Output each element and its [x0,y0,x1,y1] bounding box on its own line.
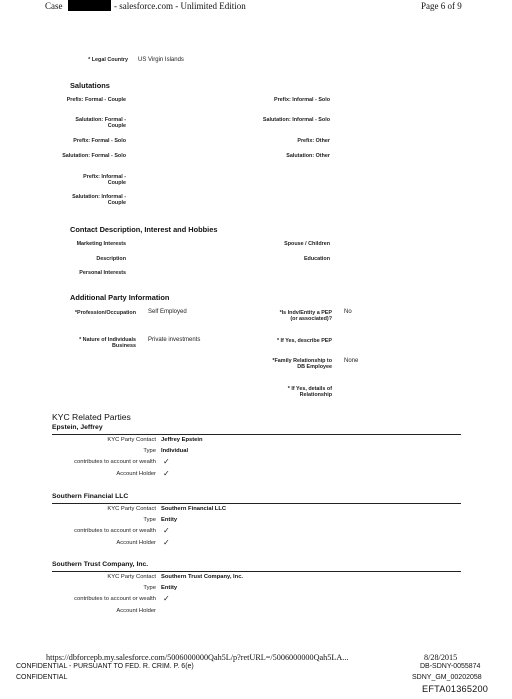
describe-pep-label: * If Yes, describe PEP [276,338,332,344]
legal-country-label: * Legal Country [88,57,128,63]
party-name-epstein: Epstein, Jeffrey [52,424,103,431]
relationship-details-label: * If Yes, details of Relationship [287,386,332,399]
salutations-title: Salutations [70,81,110,90]
page-number: Page 6 of 9 [421,1,462,11]
check-icon: ✓ [163,469,170,478]
check-icon: ✓ [163,526,170,535]
salutation-formal-solo-label: Salutation: Formal - Solo [62,153,126,159]
party-contact-label: KYC Party Contact [107,506,156,512]
nature-business-value: Private investments [148,337,201,343]
salutation-other-label: Salutation: Other [286,153,330,159]
bates-number-1: DB-SDNY-0055874 [420,663,481,670]
salutation-informal-solo-label: Salutation: Informal - Solo [262,117,330,123]
prefix-formal-couple-label: Prefix: Formal - Couple [66,97,126,103]
party-type-value: Entity [161,585,178,591]
party-type-value: Individual [161,448,189,454]
check-icon: ✓ [163,538,170,547]
check-icon: ✓ [163,594,170,603]
footer-url: https://dbforcepb.my.salesforce.com/5006000000Qah5L/p?retURL=/5006000000Qah5LA... [46,653,349,662]
additional-section-title: Additional Party Information [70,293,170,302]
party-divider [52,503,461,504]
salutation-formal-couple-label: Salutation: Formal - Couple [75,117,126,130]
account-holder-label: Account Holder [116,540,156,546]
party-contact-link[interactable]: Jeffrey Epstein [161,437,203,443]
account-holder-label: Account Holder [116,471,156,477]
personal-interests-label: Personal Interests [79,270,126,276]
party-contact-link[interactable]: Southern Financial LLC [161,506,227,512]
party-name-southern-financial: Southern Financial LLC [52,493,129,500]
party-contact-label: KYC Party Contact [107,574,156,580]
salutation-informal-couple-label: Salutation: Informal - Couple [72,194,126,207]
pep-label: *Is Indv/Entity a PEP (or associated)? [279,310,332,323]
kyc-section-title: KYC Related Parties [52,412,131,422]
confidential-label: CONFIDENTIAL [16,674,68,681]
contact-section-title: Contact Description, Interest and Hobbies [70,225,218,234]
profession-label: *Profession/Occupation [74,310,136,316]
party-type-label: Type [143,517,156,523]
site-title: - salesforce.com - Unlimited Edition [114,1,246,11]
education-label: Education [303,256,330,262]
party-divider [52,434,461,435]
legal-country-value: US Virgin Islands [138,57,184,63]
party-divider [52,571,461,572]
pep-value: No [344,309,352,315]
party-contact-label: KYC Party Contact [107,437,156,443]
efta-number: EFTA01365200 [422,684,489,694]
family-relationship-value: None [344,358,359,364]
prefix-other-label: Prefix: Other [297,138,330,144]
prefix-informal-couple-label: Prefix: Informal - Couple [83,174,126,187]
profession-value: Self Employed [148,309,187,315]
nature-business-label: * Nature of Individuals Business [79,337,136,350]
bates-number-2: SDNY_GM_00202058 [412,674,482,681]
prefix-formal-solo-label: Prefix: Formal - Solo [73,138,126,144]
redaction-block [68,0,111,11]
footer-date: 8/28/2015 [424,653,458,662]
family-relationship-label: *Family Relationship to DB Employee [272,358,332,371]
party-type-label: Type [143,585,156,591]
confidential-notice: CONFIDENTIAL - PURSUANT TO FED. R. CRIM. P. 6(e) [16,663,194,670]
spouse-children-label: Spouse / Children [284,241,330,247]
contributes-label: contributes to account or wealth [74,596,156,602]
prefix-informal-solo-label: Prefix: Informal - Solo [273,97,330,103]
description-label: Description [96,256,126,262]
check-icon: ✓ [163,457,170,466]
party-contact-link[interactable]: Southern Trust Company, Inc. [161,574,244,580]
account-holder-label: Account Holder [116,608,156,614]
marketing-interests-label: Marketing Interests [76,241,126,247]
party-name-southern-trust: Southern Trust Company, Inc. [52,561,149,568]
party-type-value: Entity [161,517,178,523]
contributes-label: contributes to account or wealth [74,459,156,465]
contributes-label: contributes to account or wealth [74,528,156,534]
case-label: Case [45,1,63,11]
party-type-label: Type [143,448,156,454]
